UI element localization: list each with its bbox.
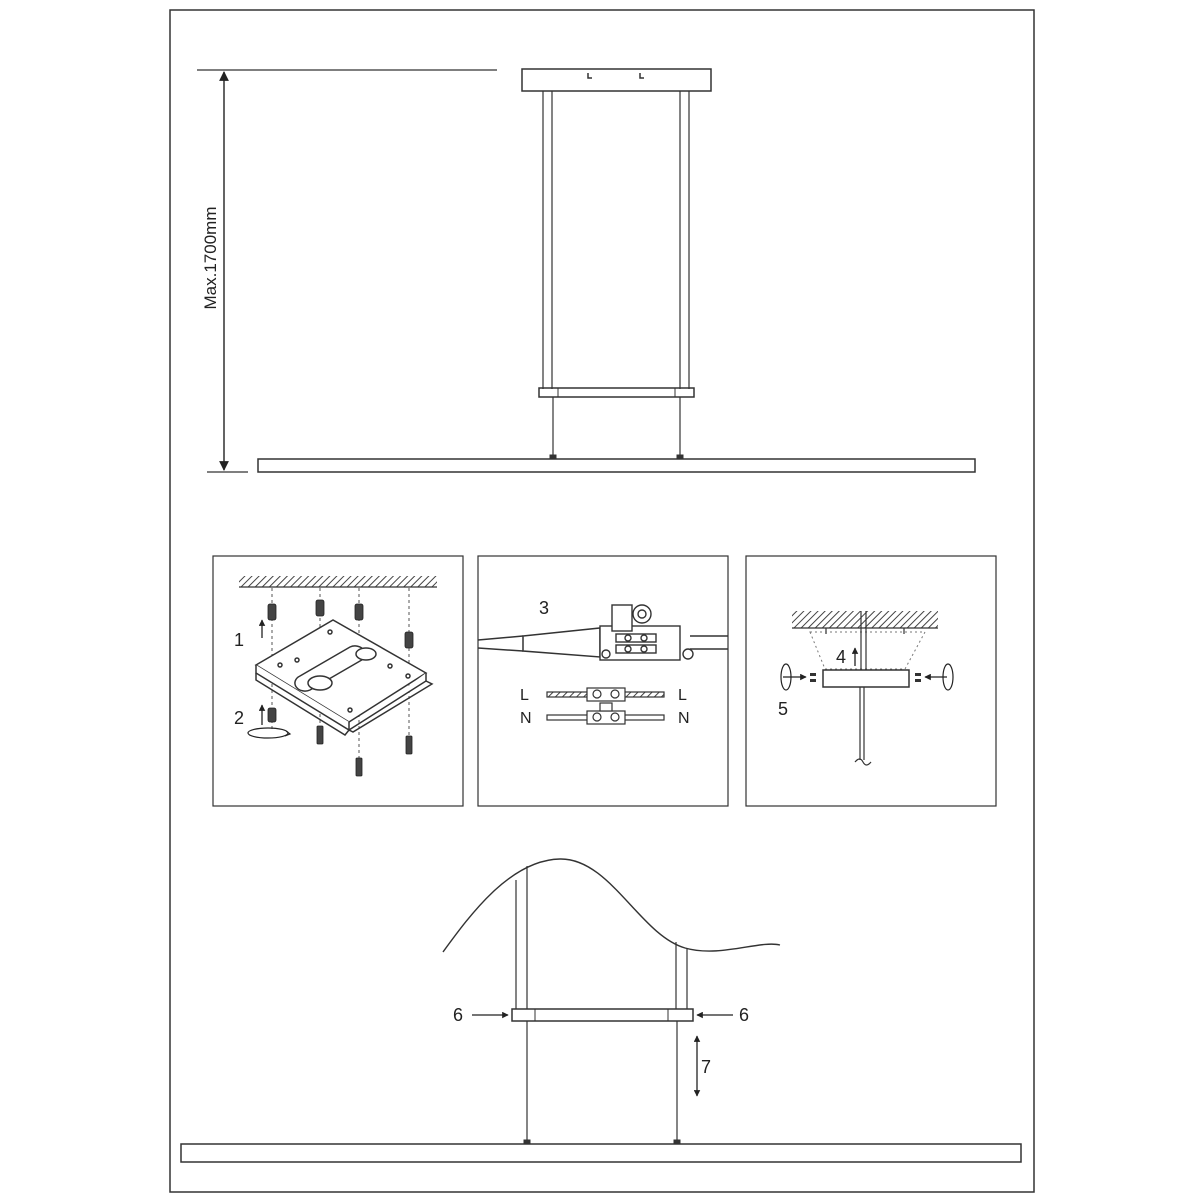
step-2-label: 2 <box>234 708 245 728</box>
panel-canopy-fixing <box>746 556 996 806</box>
ceiling-hatch <box>239 576 437 587</box>
step-6-label-left: 6 <box>453 1005 464 1025</box>
panel-wiring <box>478 556 728 806</box>
neutral-label-left: N <box>520 710 532 727</box>
step-4-label: 4 <box>836 647 847 667</box>
live-label-right: L <box>678 687 687 704</box>
neutral-label-right: N <box>678 710 690 727</box>
step-6-label-right: 6 <box>739 1005 750 1025</box>
ceiling-hatch <box>792 611 938 628</box>
driver-box <box>512 1009 693 1021</box>
canopy <box>823 670 909 687</box>
step-7-label: 7 <box>701 1057 712 1077</box>
step-1-label: 1 <box>234 630 245 650</box>
step-5-label: 5 <box>778 699 789 719</box>
dimension-label: Max.1700mm <box>201 206 220 310</box>
panel-mounting-plate <box>213 556 463 806</box>
live-label-left: L <box>520 687 529 704</box>
step-3-label: 3 <box>539 598 550 618</box>
